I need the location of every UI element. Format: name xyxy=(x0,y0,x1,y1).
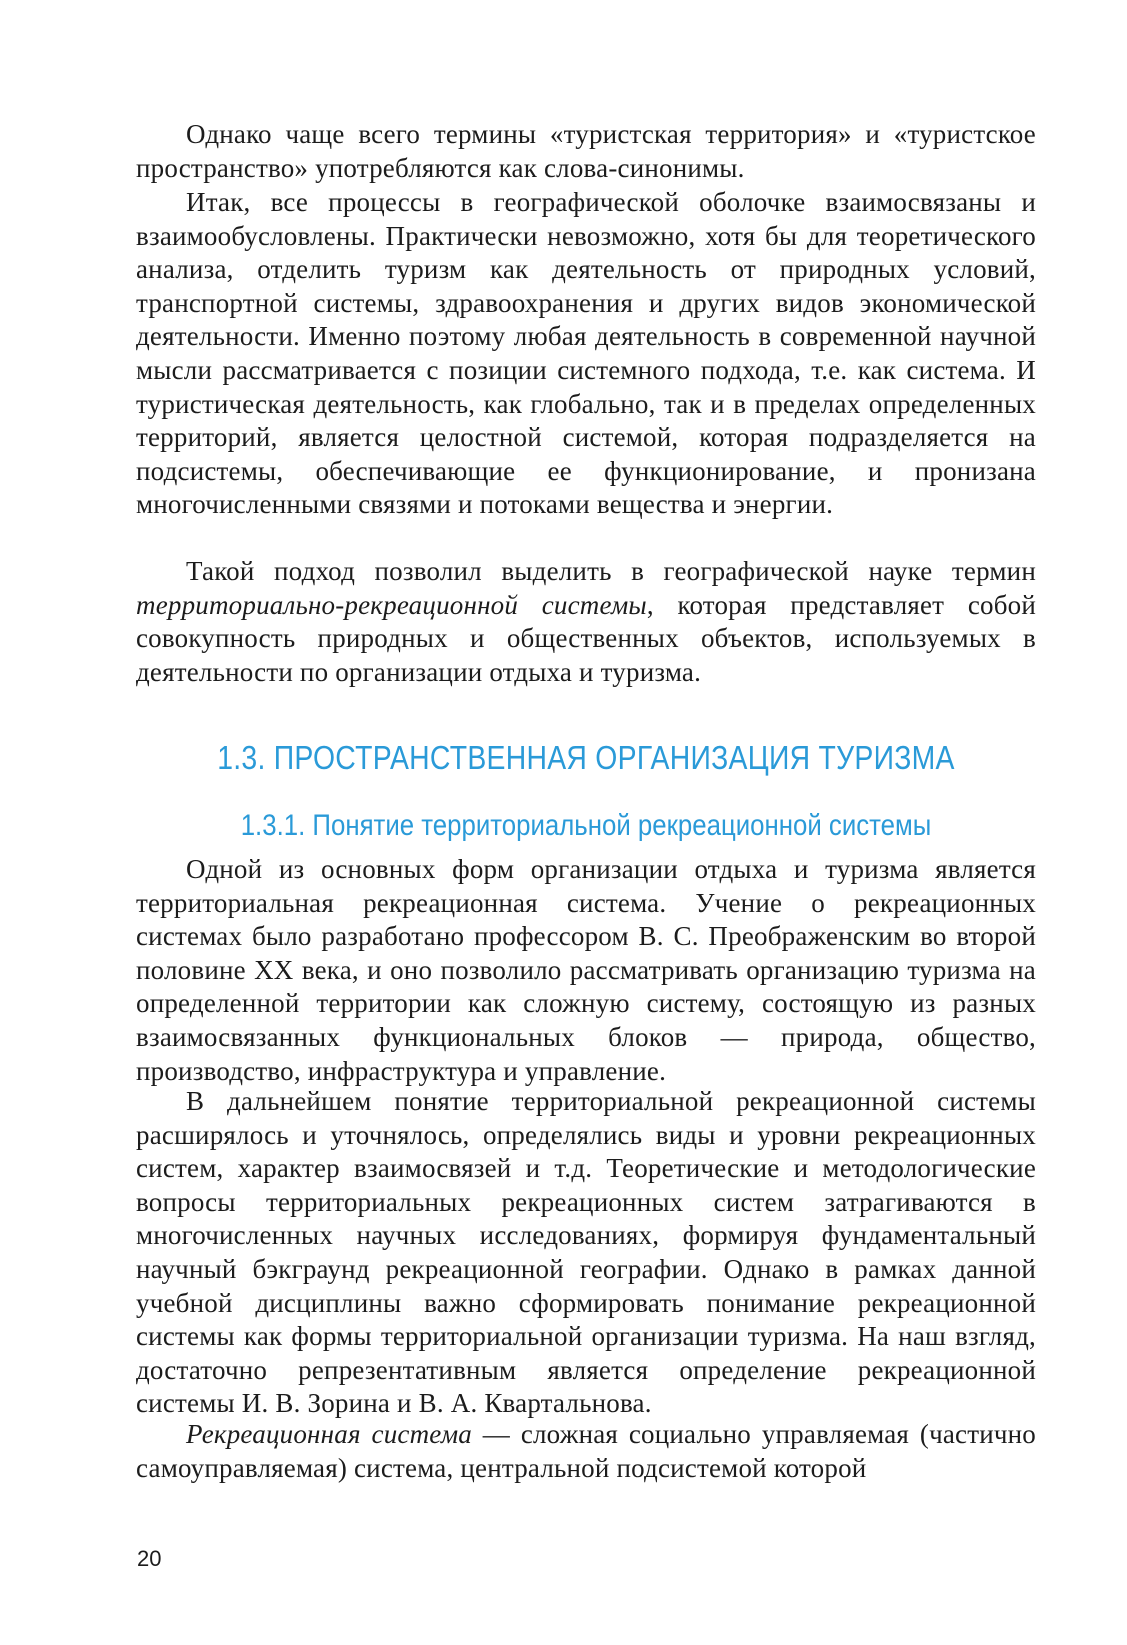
paragraph-text-before: Такой подход позволил выделить в географической науке термин xyxy=(186,556,1036,586)
paragraph-text: Одной из основных форм организации отдыха и туризма является территориальная рекреационная система. Учение о рекреационных системах было разработано профессором В. С. Преображенским во второй половине XX века, и оно позволило рассматривать организацию туризма на определенной территории как сложную систему, состоящую из разных взаимосвязанных функциональных блоков — природа, общество, производство, инфраструктура и управление. xyxy=(136,854,1036,1086)
paragraph-text-after: — сложная социально управляемая (частично самоуправляемая) система, центральной подсистемой которой xyxy=(136,1419,1036,1483)
paragraph-recreational-system-definition xyxy=(136,1418,1036,1485)
paragraph-system-approach xyxy=(136,186,1036,522)
paragraph-trs-term xyxy=(136,555,1036,689)
paragraph-recreational-system-origin xyxy=(136,853,1036,1088)
paragraph-text-after: , которая представляет собой совокупность природных и общественных объектов, используемых в деятельности по организации отдыха и туризма. xyxy=(136,589,1036,687)
paragraph-text: Однако чаще всего термины «туристская территория» и «туристское пространство» употребляются как слова-синонимы. xyxy=(136,119,1036,183)
page-number: 20 xyxy=(137,1546,162,1571)
paragraph-text: Итак, все процессы в географической оболочке взаимосвязаны и взаимообусловлены. Практически невозможно, хотя бы для теоретического анализа, отделить туризм как деятельность от природных условий, транспортной системы, здравоохранения и других видов экономической деятельности. Именно поэтому любая деятельность в современной научной мысли рассматривается с позиции системного подхода, т.е. как система. И туристическая деятельность, как глобально, так и в пределах определенных территорий, является целостной системой, которая подразделяется на подсистемы, обеспечивающие ее функционирование, и пронизана многочисленными связями и потоками вещества и энергии. xyxy=(136,187,1036,520)
section-heading: 1.3. ПРОСТРАНСТВЕННАЯ ОРГАНИЗАЦИЯ ТУРИЗМА xyxy=(217,739,955,776)
paragraph-text: В дальнейшем понятие территориальной рекреационной системы расширялось и уточнялось, определялись виды и уровни рекреационных систем, характер взаимосвязей и т.д. Теоретические и методологические вопросы территориальных рекреационных систем затрагиваются в многочисленных научных исследованиях, формируя фундаментальный научный бэкграунд рекреационной географии. Однако в рамках данной учебной дисциплины важно сформировать понимание рекреационной системы как формы территориальной организации туризма. На наш взгляд, достаточно репрезентативным является определение рекреационной системы И. В. Зорина и В. А. Квартальнова. xyxy=(136,1086,1036,1419)
italic-term: территориально-рекреационной системы xyxy=(136,589,647,620)
italic-term: Рекреационная система xyxy=(186,1419,472,1449)
paragraph-recreational-system-development xyxy=(136,1085,1036,1421)
subsection-heading: 1.3.1. Понятие территориальной рекреационной системы xyxy=(240,809,932,842)
paragraph-synonyms xyxy=(136,118,1036,185)
